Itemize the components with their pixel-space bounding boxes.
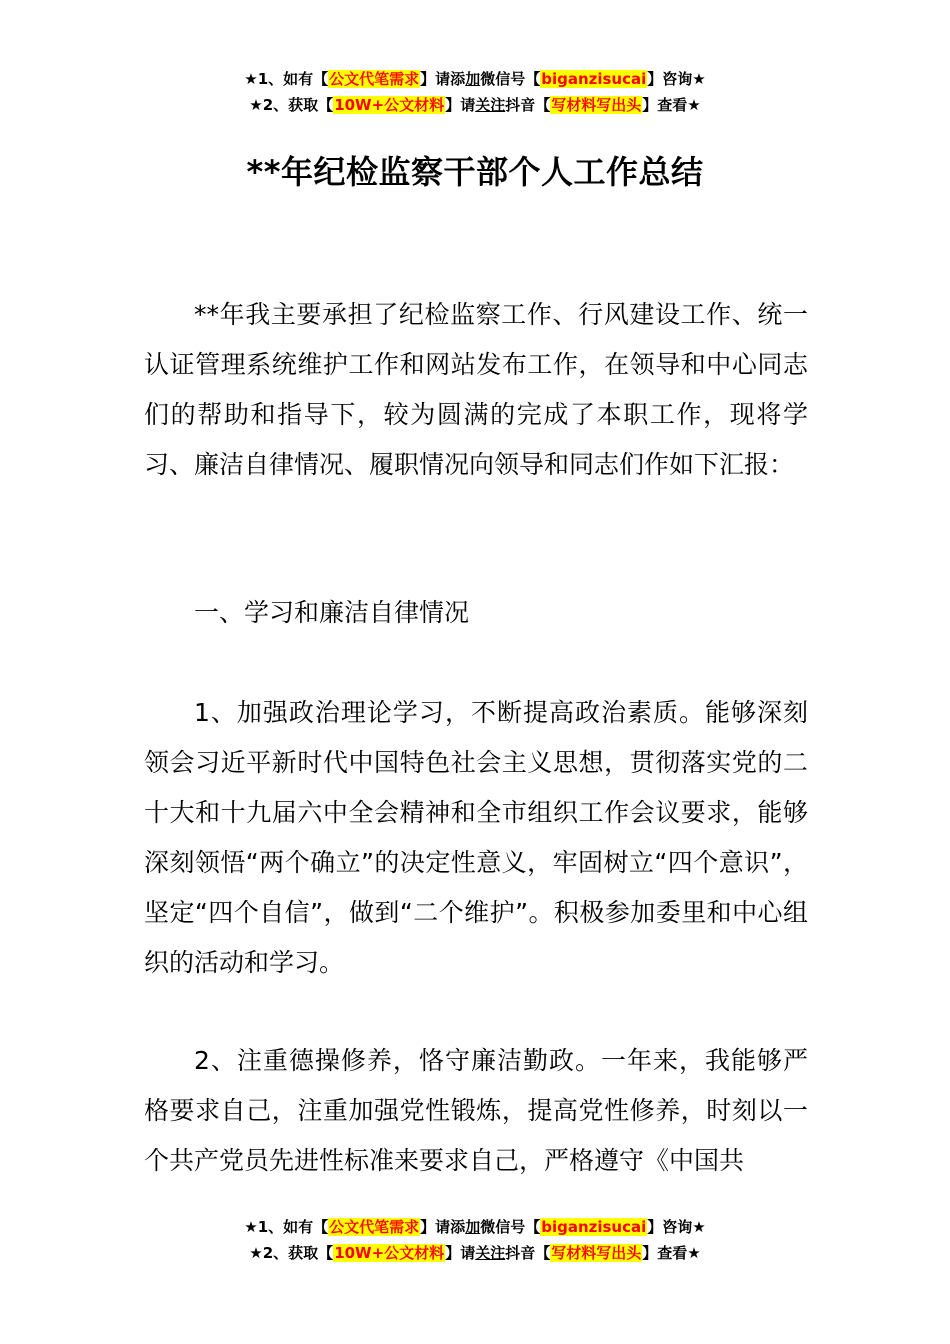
banner-text: 抖音【: [505, 1244, 551, 1262]
footer-banner: [0, 1214, 950, 1266]
banner-line-1: [0, 1214, 950, 1240]
item-paragraph-2: 2、注重德操修养，恪守廉洁勤政。一年来，我能够严格要求自己，注重加强党性锻炼，提高党性修养，时刻以一个共产党员先进性标准来要求自己，严格遵守《中国共: [144, 1046, 808, 1175]
banner-text: 】请: [445, 1244, 476, 1262]
banner-text: 】咨询★: [647, 1218, 706, 1236]
banner-highlight: 写材料写出头: [551, 96, 642, 114]
banner-line-1: [0, 66, 950, 92]
banner-text: 】查看★: [642, 96, 701, 114]
banner-highlight: 10W+公文材料: [334, 96, 445, 114]
banner-line-2: [0, 92, 950, 118]
banner-text: ★2、获取【: [249, 1244, 334, 1262]
banner-underlined: 关注: [475, 1244, 506, 1262]
banner-highlight: 公文代笔需求: [329, 1218, 420, 1236]
item-paragraph-1: 1、加强政治理论学习，不断提高政治素质。能够深刻领会习近平新时代中国特色社会主义思想，贯彻落实党的二十大和十九届六中全会精神和全市组织工作会议要求，能够深刻领悟“两个确立”的决定性意义，牢固树立“四个意识”，坚定“四个自信”，做到“二个维护”。积极参加委里和中心组织的活动和学习。: [144, 698, 808, 977]
banner-underlined: 关注: [475, 96, 506, 114]
banner-underlined: 加: [465, 70, 481, 88]
banner-line-2: [0, 1240, 950, 1266]
intro-paragraph: **年我主要承担了纪检监察工作、行风建设工作、统一认证管理系统维护工作和网站发布工作，在领导和中心同志们的帮助和指导下，较为圆满的完成了本职工作，现将学习、廉洁自律情况、履职情况向领导和同志们作如下汇报：: [144, 300, 808, 479]
banner-text: 】请: [445, 96, 476, 114]
document-title: **年纪检监察干部个人工作总结: [246, 153, 704, 191]
banner-text: 】请添: [420, 70, 466, 88]
banner-text: ★1、如有【: [244, 1218, 329, 1236]
banner-text: ★2、获取【: [249, 96, 334, 114]
header-banner: [0, 66, 950, 118]
banner-text: 微信号【: [480, 70, 541, 88]
banner-highlight: 公文代笔需求: [329, 70, 420, 88]
banner-highlight: biganzisucai: [541, 70, 647, 88]
banner-text: 】查看★: [642, 1244, 701, 1262]
banner-highlight: biganzisucai: [541, 1218, 647, 1236]
banner-highlight: 10W+公文材料: [334, 1244, 445, 1262]
banner-text: 微信号【: [480, 1218, 541, 1236]
banner-text: 】咨询★: [647, 70, 706, 88]
banner-text: ★1、如有【: [244, 70, 329, 88]
banner-highlight: 写材料写出头: [551, 1244, 642, 1262]
section-heading: 一、学习和廉洁自律情况: [194, 598, 470, 627]
banner-underlined: 加: [465, 1218, 481, 1236]
banner-text: 】请添: [420, 1218, 466, 1236]
banner-text: 抖音【: [505, 96, 551, 114]
